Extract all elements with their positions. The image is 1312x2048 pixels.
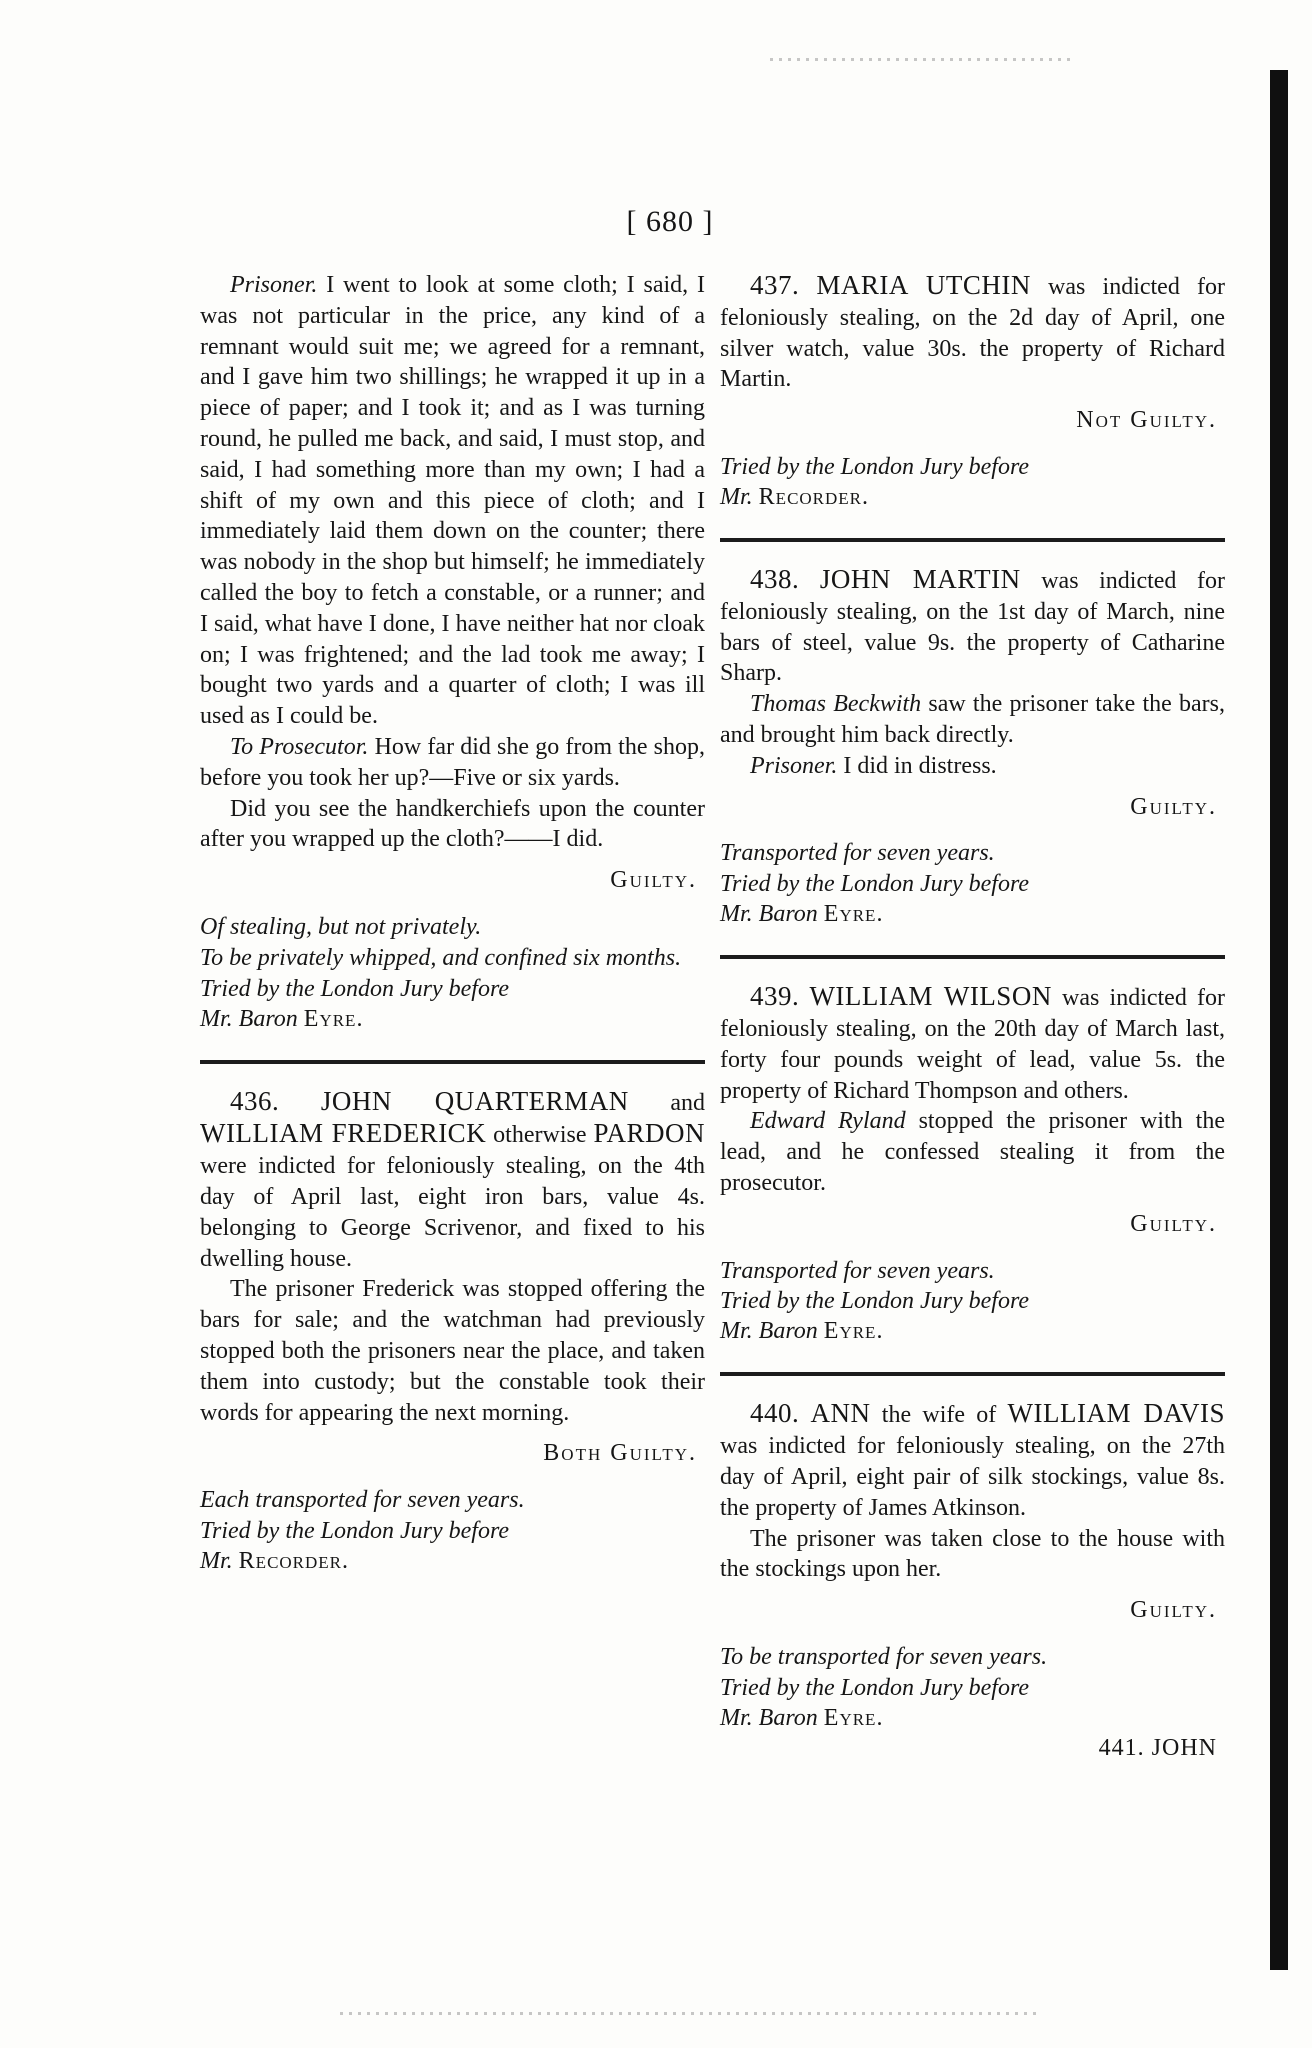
question-answer: Did you see the handkerchiefs upon the counter after you wrapped up the cloth?——I did. xyxy=(200,795,705,853)
scan-noise-top xyxy=(770,58,1070,61)
verdict: Both Guilty. xyxy=(543,1440,697,1467)
verdict: Guilty. xyxy=(1130,1597,1217,1624)
section-divider xyxy=(200,1060,705,1064)
sentence: To be privately whipped, and confined six months. xyxy=(200,944,682,971)
defendant-name: JOHN MARTIN xyxy=(819,563,1021,594)
page-edge-shadow xyxy=(1270,70,1288,1970)
case-439-indictment: 439. WILLIAM WILSON was indicted for feloniously stealing, on the 20th day of March last, forty four pounds weight of lead, value 5s. the property of Richard Thompson and others. xyxy=(720,981,1226,1104)
defendant-name: MARIA UTCHIN xyxy=(816,270,1031,300)
sentence: To be transported for seven years. xyxy=(720,1643,1048,1670)
scan-noise-bottom xyxy=(340,2012,1040,2015)
catchword: 441. JOHN xyxy=(1098,1734,1217,1761)
sentence: Each transported for seven years. xyxy=(200,1487,525,1514)
verdict-note: Of stealing, but not privately. xyxy=(200,913,482,940)
section-divider xyxy=(720,955,1225,959)
speaker-label: To Prosecutor. xyxy=(230,733,369,760)
tried-by: Tried by the London Jury before Mr. Recorder. xyxy=(200,1517,510,1574)
defendant-alias: PARDON xyxy=(593,1118,705,1149)
section-divider xyxy=(720,538,1225,542)
husband-name: WILLIAM DAVIS xyxy=(1007,1398,1226,1429)
sentence: Transported for seven years. xyxy=(720,840,995,867)
tried-by: Tried by the London Jury before Mr. Baron Eyre. xyxy=(720,1674,1030,1731)
verdict: Guilty. xyxy=(1130,793,1217,820)
case-438-witness: Thomas Beckwith saw the prisoner take the bars, and brought him back directly. xyxy=(720,691,1225,748)
witness-name: Edward Ryland xyxy=(750,1108,906,1135)
case-439-witness: Edward Ryland stopped the prisoner with the lead, and he confessed stealing it from the prosecutor. xyxy=(720,1108,1225,1196)
right-column xyxy=(720,270,1225,1780)
defendant-name: JOHN QUARTERMAN xyxy=(320,1085,629,1116)
defendant-name: WILLIAM FREDERICK xyxy=(200,1118,487,1149)
verdict: Not Guilty. xyxy=(1076,407,1217,434)
verdict: Guilty. xyxy=(1130,1210,1217,1237)
page-number: [ 680 ] xyxy=(626,205,714,238)
case-438-indictment: 438. JOHN MARTIN was indicted for feloniously stealing, on the 1st day of March, nine bars of steel, value 9s. the property of Catharine Sharp. xyxy=(720,563,1226,687)
tried-by: Tried by the London Jury before Mr. Baron Eyre. xyxy=(720,871,1030,928)
witness-name: Thomas Beckwith xyxy=(750,691,922,718)
speaker-label: Prisoner. xyxy=(750,752,838,779)
case-440-evidence: The prisoner was taken close to the house with the stockings upon her. xyxy=(720,1525,1225,1583)
tried-by: Tried by the London Jury before Mr. Baron Eyre. xyxy=(200,975,510,1032)
tried-by: Tried by the London Jury before Mr. Baron Eyre. xyxy=(720,1288,1030,1345)
prisoner-statement: Prisoner. I went to look at some cloth; I said, I was not particular in the price, any kind of a remnant would suit me; we agreed for a remnant, and I gave him two shillings; he wrapped it up in a piece of paper; and I took it; and as I was turning round, he pulled me back, and said, I must stop, and said, I had something more than my own; I had a shift of my own and this piece of cloth; and I immediately laid them down on the counter; there was nobody in the shop but himself; he immediately called the boy to fetch a constable, or a runner; and I said, what have I done, I have neither hat nor cloak on; I was frightened; and the lad took me away; I bought two yards and a quarter of cloth; I was ill used as I could be. xyxy=(200,272,706,730)
verdict: Guilty. xyxy=(610,867,697,894)
case-438-prisoner: Prisoner. I did in distress. xyxy=(750,752,997,779)
sentence: Transported for seven years. xyxy=(720,1257,995,1284)
case-437-indictment: 437. MARIA UTCHIN was indicted for feloniously stealing, on the 2d day of April, one silver watch, value 30s. the property of Richard Martin. xyxy=(720,270,1225,393)
defendant-name: ANN xyxy=(810,1398,871,1429)
case-440-indictment: 440. ANN the wife of WILLIAM DAVIS was indicted for feloniously stealing, on the 27th day of April, eight pair of silk stockings, value 8s. the property of James Atkinson. xyxy=(720,1398,1226,1521)
case-436-evidence: The prisoner Frederick was stopped offering the bars for sale; and the watchman had previously stopped both the prisoners near the place, and taken them into custody; but the constable took their words for appearing the next morning. xyxy=(200,1276,705,1426)
prosecutor-question: To Prosecutor. How far did she go from the shop, before you took her up?—Five or six yards. xyxy=(200,733,706,791)
section-divider xyxy=(720,1372,1225,1376)
case-436-indictment: 436. JOHN QUARTERMAN and WILLIAM FREDERICK otherwise PARDON were indicted for feloniously stealing, on the 4th day of April last, eight iron bars, value 4s. belonging to George Scrivenor, and fixed to his dwelling house. xyxy=(200,1085,706,1272)
defendant-name: WILLIAM WILSON xyxy=(809,981,1052,1012)
tried-by: Tried by the London Jury before Mr. Recorder. xyxy=(720,453,1030,510)
speaker-label: Prisoner. xyxy=(230,272,318,298)
left-column xyxy=(200,270,705,1576)
